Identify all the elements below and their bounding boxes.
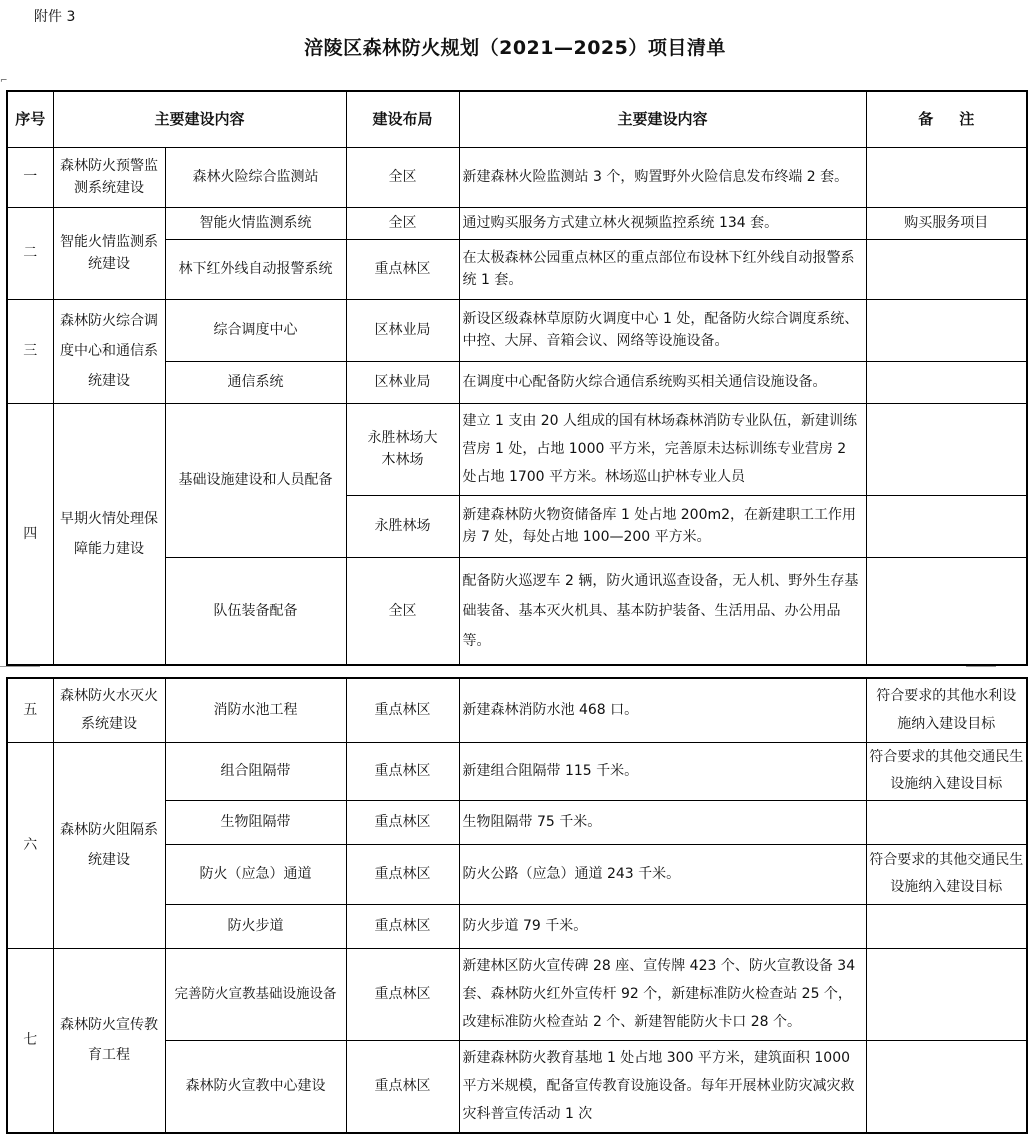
layout-cell: 重点林区	[346, 844, 459, 904]
col-header-content: 主要建设内容	[53, 91, 346, 147]
detail-cell: 新建组合阻隔带 115 千米。	[459, 742, 866, 800]
attachment-label: 附件 3	[34, 9, 76, 25]
table-row	[7, 948, 1027, 1040]
row-seq: 七	[7, 948, 53, 1133]
remark-cell	[866, 948, 1027, 1040]
sub-item: 智能火情监测系统	[165, 207, 346, 239]
project-table-part2	[6, 677, 1028, 1134]
remark-cell	[866, 800, 1027, 844]
detail-cell: 新设区级森林草原防火调度中心 1 处，配备防火综合调度系统、中控、大屏、音箱会议、网络等设施设备。	[459, 299, 866, 361]
layout-cell: 区林业局	[346, 361, 459, 403]
remark-cell	[866, 403, 1027, 495]
row-seq: 三	[7, 299, 53, 403]
group-name: 森林防火综合调度中心和通信系统建设	[53, 299, 165, 403]
row-seq: 六	[7, 742, 53, 948]
page-break-line	[966, 666, 996, 667]
sub-item: 森林防火宣教中心建设	[165, 1040, 346, 1133]
layout-cell: 永胜林场大木林场	[346, 403, 459, 495]
page-break-line	[0, 666, 40, 667]
sub-item: 防火步道	[165, 904, 346, 948]
layout-cell: 重点林区	[346, 742, 459, 800]
table-row	[7, 299, 1027, 361]
anchor-mark-icon: ⌐	[0, 76, 8, 86]
table-row	[7, 403, 1027, 495]
layout-cell: 重点林区	[346, 678, 459, 742]
remark-cell	[866, 557, 1027, 665]
sub-item: 队伍装备配备	[165, 557, 346, 665]
remark-cell	[866, 299, 1027, 361]
col-header-detail: 主要建设内容	[459, 91, 866, 147]
layout-cell: 重点林区	[346, 1040, 459, 1133]
remark-cell	[866, 361, 1027, 403]
col-header-layout: 建设布局	[346, 91, 459, 147]
layout-cell: 重点林区	[346, 904, 459, 948]
sub-item: 综合调度中心	[165, 299, 346, 361]
layout-cell: 永胜林场	[346, 495, 459, 557]
sub-item: 消防水池工程	[165, 678, 346, 742]
group-name: 早期火情处理保障能力建设	[53, 403, 165, 665]
remark-cell: 符合要求的其他交通民生设施纳入建设目标	[866, 844, 1027, 904]
row-seq: 五	[7, 678, 53, 742]
detail-cell: 生物阻隔带 75 千米。	[459, 800, 866, 844]
group-name: 森林防火宣传教育工程	[53, 948, 165, 1133]
group-name: 森林防火预警监测系统建设	[53, 147, 165, 207]
detail-cell: 在调度中心配备防火综合通信系统购买相关通信设施设备。	[459, 361, 866, 403]
detail-cell: 防火步道 79 千米。	[459, 904, 866, 948]
remark-cell: 购买服务项目	[866, 207, 1027, 239]
table-row	[7, 742, 1027, 800]
table-row	[7, 207, 1027, 239]
detail-cell: 防火公路（应急）通道 243 千米。	[459, 844, 866, 904]
detail-cell: 新建森林防火教育基地 1 处占地 300 平方米，建筑面积 1000 平方米规模，配备宣传教育设施设备。每年开展林业防灾减灾救灾科普宣传活动 1 次	[459, 1040, 866, 1133]
detail-cell: 在太极森林公园重点林区的重点部位布设林下红外线自动报警系统 1 套。	[459, 239, 866, 299]
detail-cell: 新建森林消防水池 468 口。	[459, 678, 866, 742]
detail-cell: 配备防火巡逻车 2 辆，防火通讯巡查设备，无人机、野外生存基础装备、基本灭火机具、基本防护装备、生活用品、办公用品等。	[459, 557, 866, 665]
detail-cell: 新建林区防火宣传碑 28 座、宣传牌 423 个、防火宣教设备 34 套、森林防火红外宣传杆 92 个，新建标准防火检查站 25 个，改建标准防火检查站 2 个、新建智能防火卡口 28 个。	[459, 948, 866, 1040]
detail-cell: 建立 1 支由 20 人组成的国有林场森林消防专业队伍，新建训练营房 1 处，占地 1000 平方米，完善原未达标训练专业营房 2 处占地 1700 平方米。林场巡山护林专业人员	[459, 403, 866, 495]
group-name: 智能火情监测系统建设	[53, 207, 165, 299]
row-seq: 二	[7, 207, 53, 299]
remark-cell: 符合要求的其他交通民生设施纳入建设目标	[866, 742, 1027, 800]
remark-cell	[866, 147, 1027, 207]
page-title: 涪陵区森林防火规划（2021—2025）项目清单	[304, 37, 726, 59]
sub-item: 森林火险综合监测站	[165, 147, 346, 207]
sub-item: 完善防火宣教基础设施设备	[165, 948, 346, 1040]
detail-cell: 通过购买服务方式建立林火视频监控系统 134 套。	[459, 207, 866, 239]
layout-cell: 全区	[346, 207, 459, 239]
sub-item: 生物阻隔带	[165, 800, 346, 844]
layout-cell: 重点林区	[346, 948, 459, 1040]
col-header-seq: 序号	[7, 91, 53, 147]
layout-cell: 重点林区	[346, 800, 459, 844]
layout-cell: 区林业局	[346, 299, 459, 361]
sub-item: 通信系统	[165, 361, 346, 403]
sub-item: 组合阻隔带	[165, 742, 346, 800]
table-row	[7, 678, 1027, 742]
table-header-row	[7, 91, 1027, 147]
layout-cell: 全区	[346, 147, 459, 207]
detail-cell: 新建森林火险监测站 3 个，购置野外火险信息发布终端 2 套。	[459, 147, 866, 207]
remark-cell: 符合要求的其他水利设施纳入建设目标	[866, 678, 1027, 742]
group-name: 森林防火阻隔系统建设	[53, 742, 165, 948]
remark-cell	[866, 904, 1027, 948]
table-row	[7, 147, 1027, 207]
sub-item: 基础设施建设和人员配备	[165, 403, 346, 557]
layout-cell: 全区	[346, 557, 459, 665]
remark-cell	[866, 239, 1027, 299]
sub-item: 防火（应急）通道	[165, 844, 346, 904]
layout-cell: 重点林区	[346, 239, 459, 299]
col-header-remark: 备 注	[866, 91, 1027, 147]
remark-cell	[866, 1040, 1027, 1133]
group-name: 森林防火水灭火系统建设	[53, 678, 165, 742]
detail-cell: 新建森林防火物资储备库 1 处占地 200m2，在新建职工工作用房 7 处，每处占地 100—200 平方米。	[459, 495, 866, 557]
project-table-part1	[6, 90, 1028, 666]
remark-cell	[866, 495, 1027, 557]
row-seq: 一	[7, 147, 53, 207]
row-seq: 四	[7, 403, 53, 665]
sub-item: 林下红外线自动报警系统	[165, 239, 346, 299]
